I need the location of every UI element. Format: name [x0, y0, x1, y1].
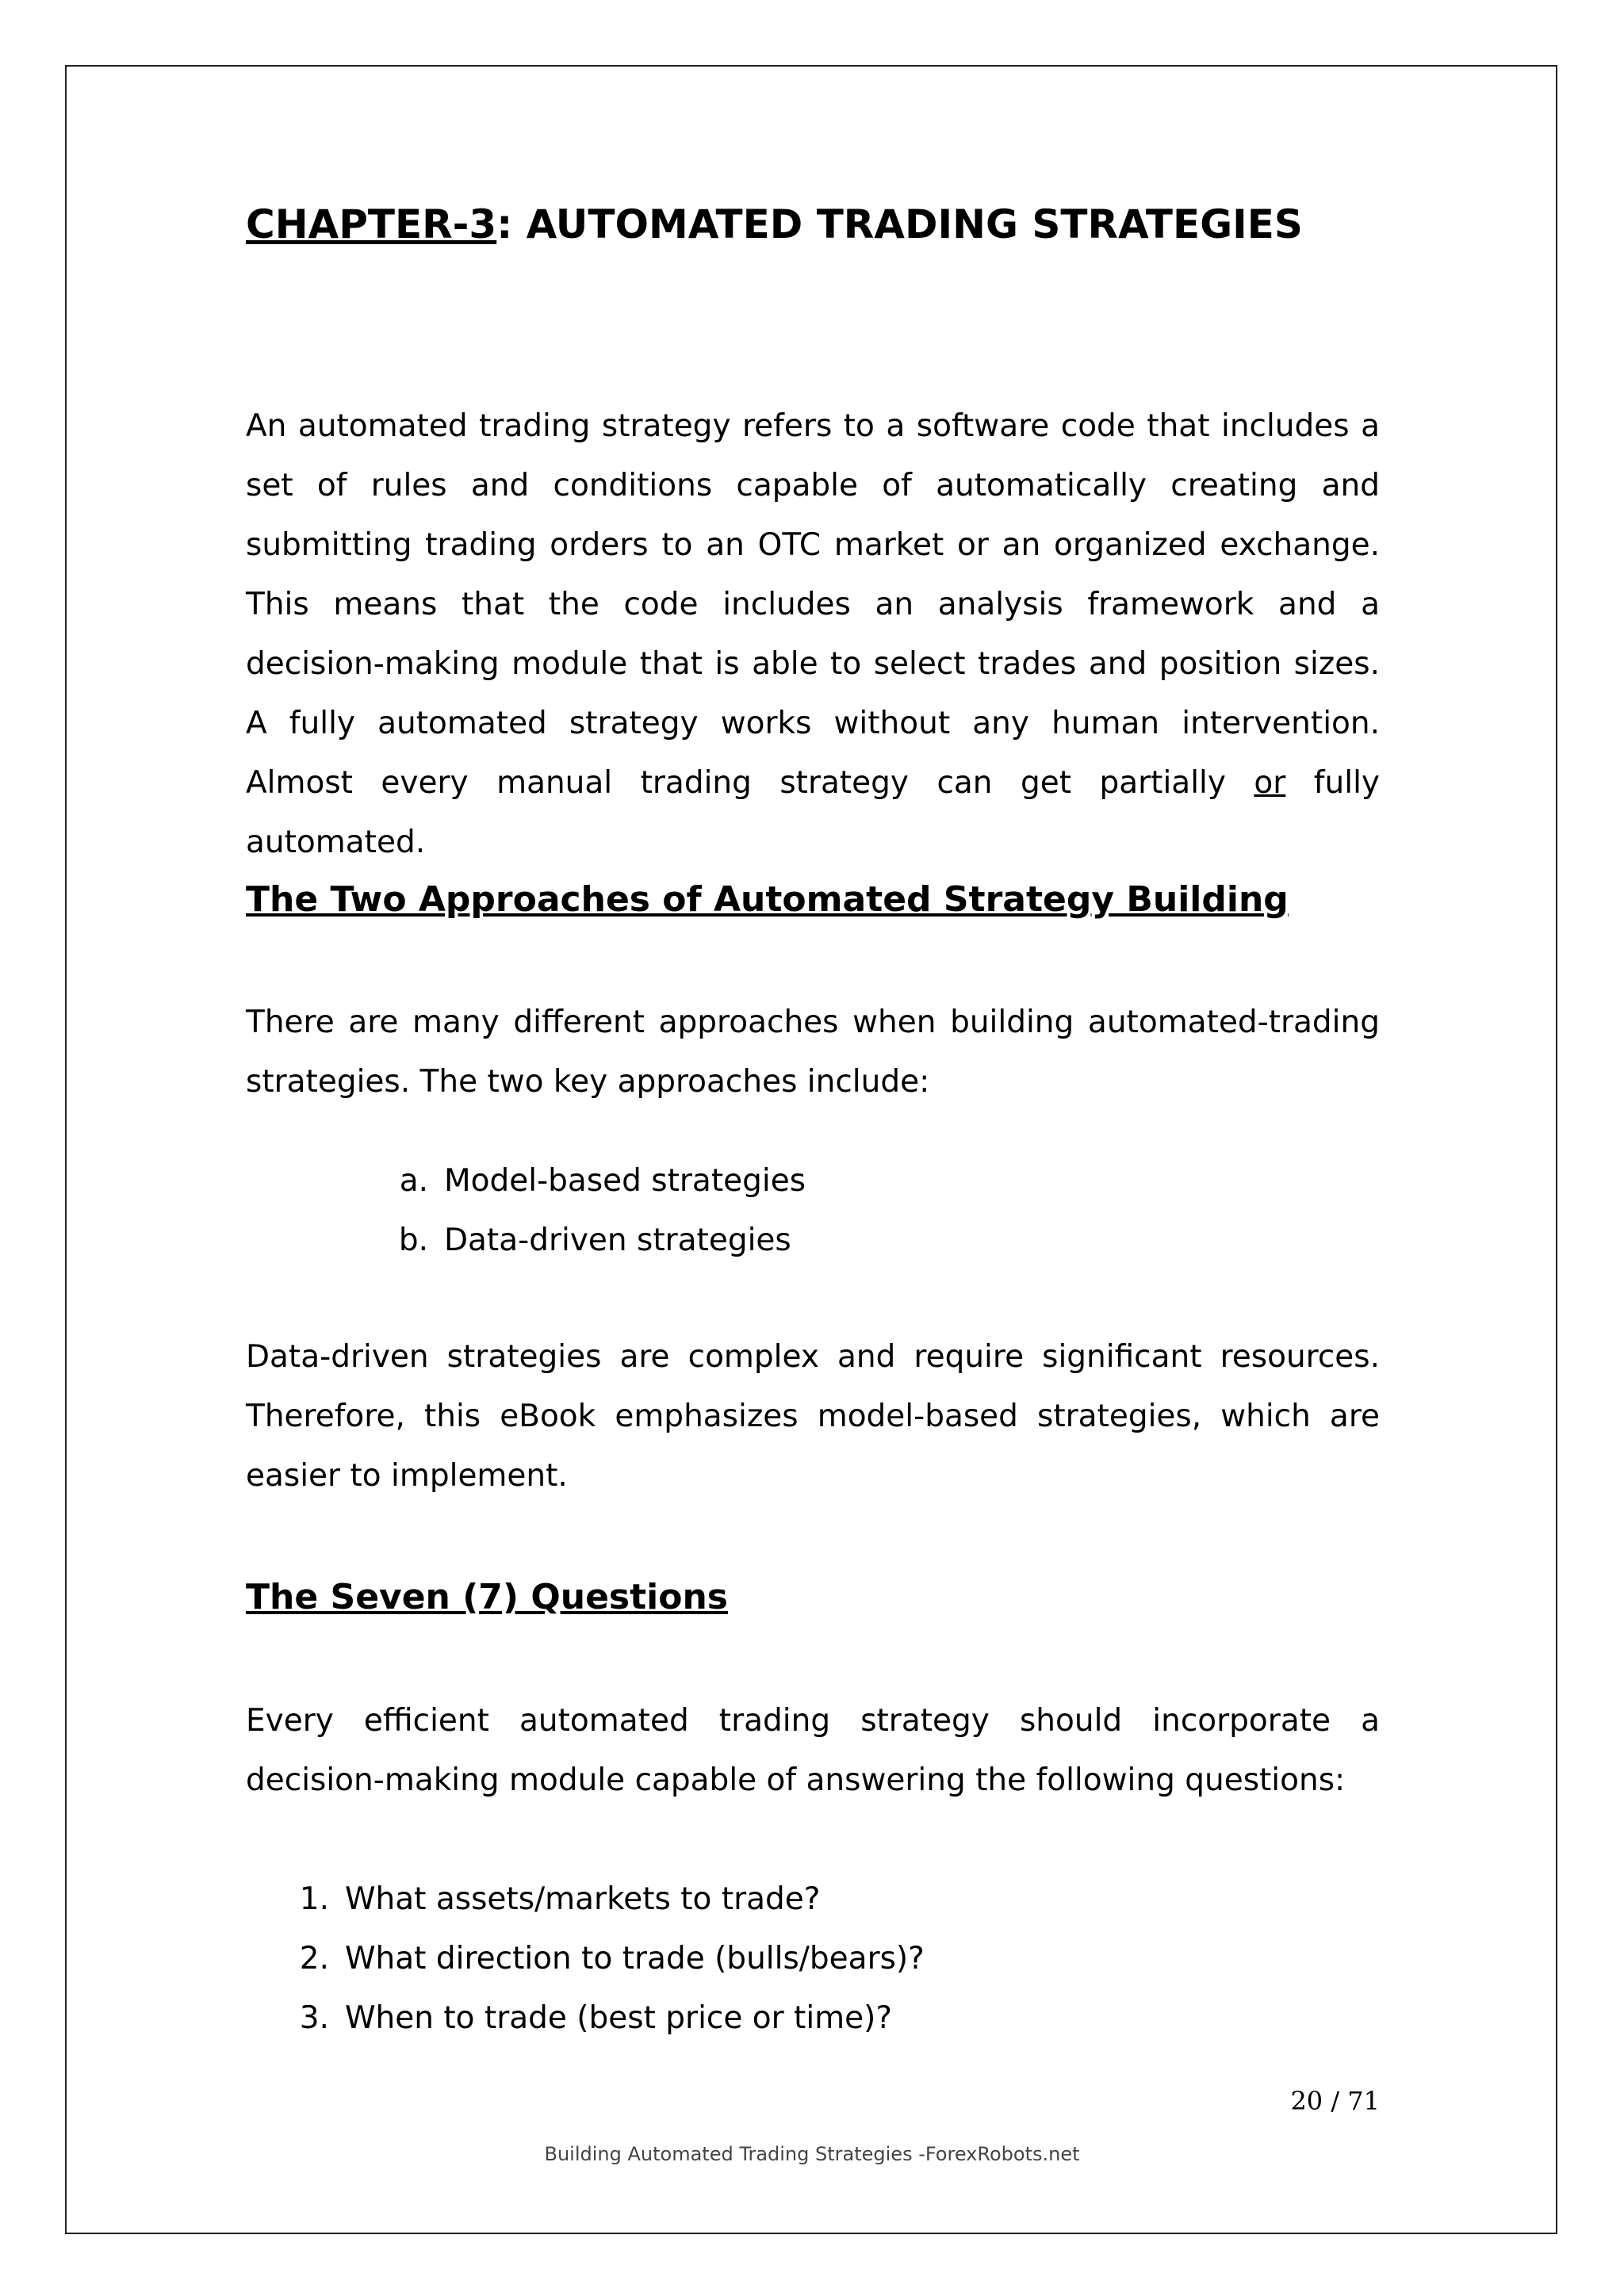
list-item: [246, 1151, 1380, 1211]
intro-text-end: fully automated.: [246, 765, 1380, 860]
list-item: [246, 1869, 1380, 1929]
list-item-text: What assets/markets to trade?: [345, 1881, 821, 1917]
approaches-paragraph: There are many different approaches when building automated-trading strategies. The two key approaches include:: [246, 1004, 1380, 1100]
page-footer: Building Automated Trading Strategies -ForexRobots.net: [544, 2143, 1080, 2165]
approaches-paragraph-block: [246, 993, 1380, 1112]
list-item-text: What direction to trade (bulls/bears)?: [345, 1941, 925, 1976]
questions-list-block: [246, 1869, 1380, 2048]
list-marker: a.: [399, 1163, 428, 1199]
chapter-title-text: : AUTOMATED TRADING STRATEGIES: [496, 201, 1303, 247]
list-marker: 3.: [299, 2000, 329, 2036]
approaches-closing-paragraph: Data-driven strategies are complex and require significant resources. Therefore, this eBook emphasizes model-based strategies, which are easier to implement.: [246, 1339, 1380, 1494]
page-number: 20 / 71: [1290, 2086, 1380, 2116]
intro-paragraph: [246, 396, 1380, 872]
list-item: [246, 1211, 1380, 1270]
approaches-list-block: [246, 1151, 1380, 1270]
list-marker: 1.: [299, 1881, 329, 1917]
list-marker: b.: [398, 1223, 428, 1258]
list-item: [246, 1988, 1380, 2048]
questions-list: [246, 1869, 1380, 2048]
list-item-text: When to trade (best price or time)?: [345, 2000, 893, 2036]
chapter-title: [246, 197, 1303, 252]
intro-paragraph-block: [246, 396, 1380, 872]
approaches-closing-block: [246, 1327, 1380, 1506]
intro-text: An automated trading strategy refers to a software code that includes a set of rules and conditions capable of automatically creating and submitting trading orders to an OTC market or an organized exchange. This means that the code includes an analysis framework and a decision-making module that is able to select trades and position sizes. A fully automated strategy works without any human intervention. Almost every manual trading strategy can get partially: [246, 408, 1380, 801]
questions-heading: The Seven (7) Questions: [246, 1577, 728, 1617]
approaches-heading: The Two Approaches of Automated Strategy Building: [246, 879, 1289, 920]
questions-paragraph: Every efficient automated trading strategy should incorporate a decision-making module capable of answering the following questions:: [246, 1703, 1380, 1798]
list-item-text: Model-based strategies: [444, 1163, 806, 1199]
questions-heading-block: [246, 1570, 1380, 1625]
list-item-text: Data-driven strategies: [444, 1223, 791, 1258]
chapter-label: CHAPTER-3: [246, 201, 497, 247]
questions-paragraph-block: [246, 1691, 1380, 1810]
intro-underlined-word: or: [1254, 765, 1286, 801]
approaches-list: [246, 1151, 1380, 1270]
approaches-heading-block: [246, 872, 1380, 928]
list-marker: 2.: [299, 1941, 329, 1976]
list-item: [246, 1929, 1380, 1988]
